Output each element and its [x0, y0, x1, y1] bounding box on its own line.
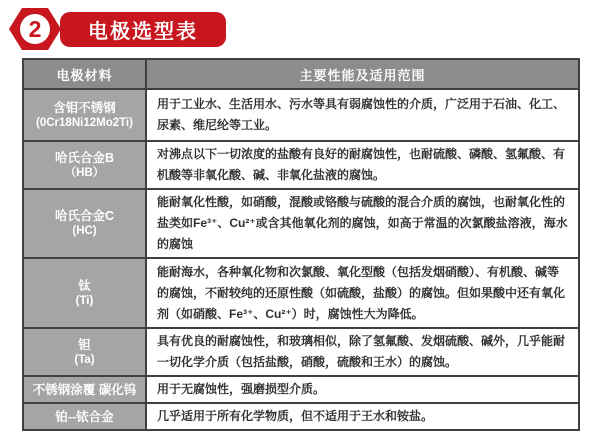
description-cell: [146, 189, 579, 258]
column-header-material: 电极材料: [23, 59, 146, 89]
table-row: [23, 403, 579, 430]
description-text: 用于无腐蚀性，强磨损型介质。: [157, 382, 326, 396]
material-formula: (0Cr18Ni12Mo2Ti): [36, 116, 133, 129]
material-cell: [23, 258, 146, 328]
material-cell: [23, 189, 146, 258]
material-name: 含钼不锈钢: [53, 100, 116, 115]
table-body: [23, 89, 579, 430]
table-row: [23, 376, 579, 403]
material-name: 哈氏合金C: [54, 209, 115, 223]
badge-number: 2: [28, 16, 42, 42]
column-header-performance: 主要性能及适用范围: [146, 59, 579, 89]
table-header-row: [23, 59, 579, 89]
material-cell: [23, 328, 146, 376]
description-cell: [146, 258, 579, 328]
material-formula: (Ti): [75, 294, 94, 307]
material-formula: （HB）: [64, 166, 105, 179]
description-text: 几乎适用于所有化学物质，但不适用于王水和铵盐。: [157, 409, 434, 423]
description-cell: [146, 376, 579, 403]
description-cell: [146, 89, 579, 141]
material-formula: (Ta): [74, 353, 95, 366]
material-cell: [23, 403, 146, 430]
material-name: 钽: [78, 337, 91, 352]
page-title: [60, 12, 226, 47]
material-cell: [23, 89, 146, 141]
material-name: 铂--铱合金: [55, 409, 114, 424]
description-text: 对沸点以下一切浓度的盐酸有良好的耐腐蚀性，也耐硫酸、磷酸、氢氟酸、有机酸等非氧化酸、碱、非氧化盐液的腐蚀。: [157, 147, 566, 182]
material-formula: (HC): [72, 225, 97, 237]
electrode-selection-table: [22, 58, 580, 431]
table-row: [23, 141, 579, 189]
page-title-label: 电极选型表: [88, 20, 198, 43]
material-name: 哈氏合金B: [54, 150, 115, 165]
table-row: [23, 189, 579, 258]
material-name: 不锈钢涂覆 碳化钨: [32, 382, 137, 397]
description-cell: [146, 328, 579, 376]
description-cell: [146, 403, 579, 430]
description-text: 能耐氧化性酸，如硝酸，混酸或铬酸与硫酸的混合介质的腐蚀，也耐氧化性的盐类如Fe³⁺、Cu²⁺或含其他氧化剂的腐蚀，如高于常温的次氯酸盐溶液，海水的腐蚀: [157, 195, 568, 251]
table-row: [23, 258, 579, 328]
material-name: 钛: [78, 278, 91, 293]
material-cell: [23, 141, 146, 189]
step-badge: [8, 5, 62, 53]
table-row: [23, 328, 579, 376]
hexagon-icon: [8, 5, 62, 53]
table-row: [23, 89, 579, 141]
description-text: 能耐海水，各种氧化物和次氯酸、氧化型酸（包括发烟硝酸）、有机酸、碱等的腐蚀，不耐较纯的还原性酸（如硫酸，盐酸）的腐蚀。但如果酸中还有氧化剂（如硝酸、Fe³⁺、Cu²⁺）时，腐蚀性大为降低。: [157, 264, 566, 321]
description-cell: [146, 141, 579, 189]
header: [8, 5, 226, 53]
description-text: 用于工业水、生活用水、污水等具有弱腐蚀性的介质，广泛用于石油、化工、尿素、维尼纶等工业。: [157, 97, 566, 132]
description-text: 具有优良的耐腐蚀性，和玻璃相似，除了氢氟酸、发烟硫酸、碱外，几乎能耐一切化学介质（包括盐酸，硝酸，硫酸和王水）的腐蚀。: [157, 334, 566, 369]
material-cell: [23, 376, 146, 403]
